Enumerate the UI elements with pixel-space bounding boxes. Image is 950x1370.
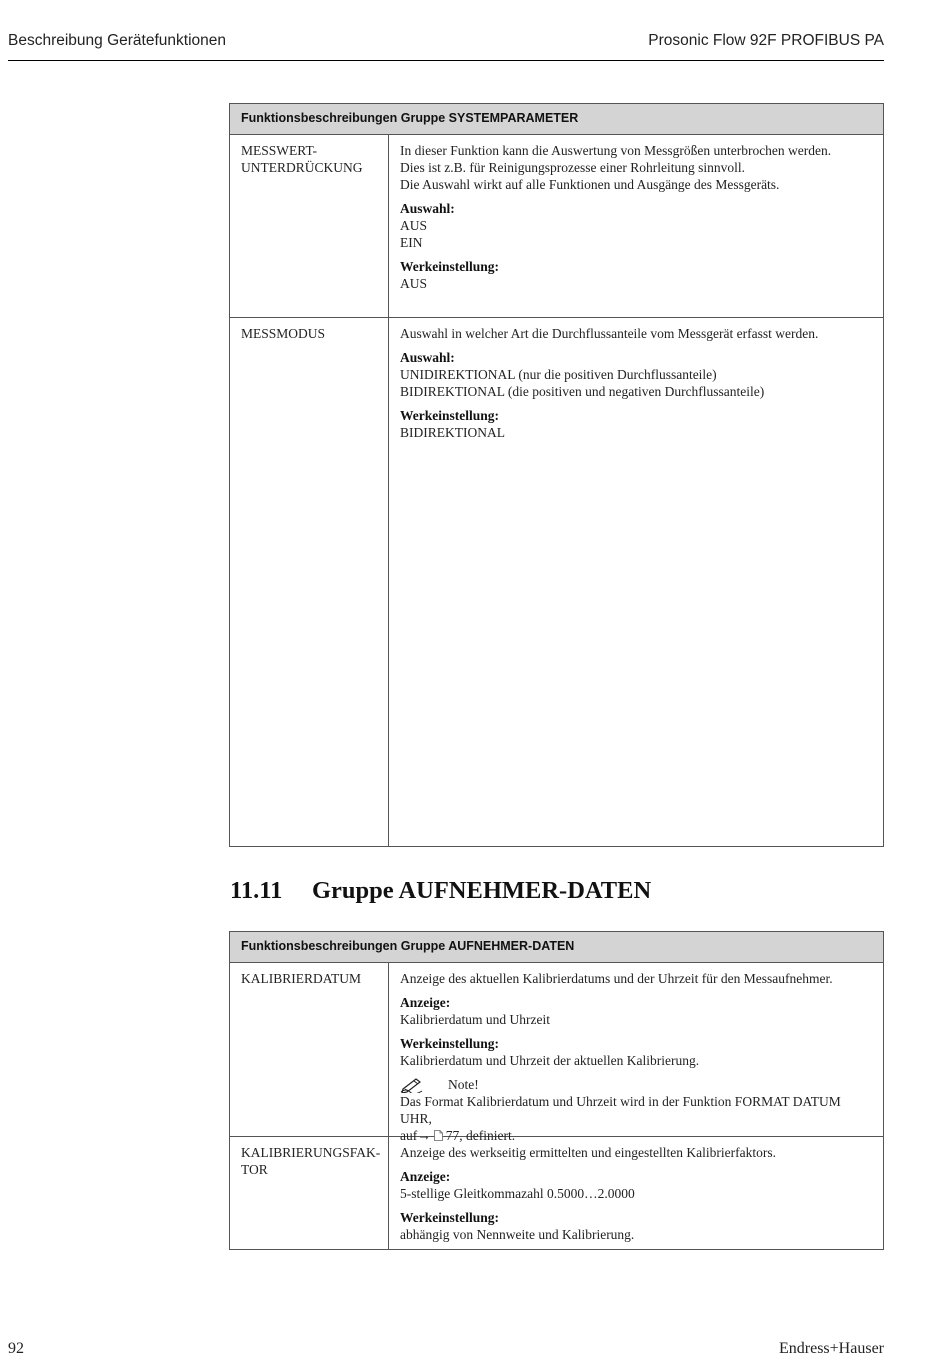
- table-row: [230, 1136, 883, 1249]
- table-header: Funktionsbeschreibungen Gruppe SYSTEMPARAMETER: [230, 104, 883, 135]
- function-name-cell: [230, 135, 389, 317]
- default-value: AUS: [400, 276, 428, 291]
- default-label: Werkeinstellung:: [400, 1036, 500, 1051]
- description-line: In dieser Funktion kann die Auswertung von Messgrößen unterbrochen werden.: [400, 143, 832, 158]
- section-heading: [230, 877, 651, 905]
- choice-option: EIN: [400, 235, 423, 250]
- section-title: Gruppe AUFNEHMER-DATEN: [312, 877, 652, 904]
- pencil-note-icon: [400, 1077, 426, 1093]
- choice-option: UNIDIREKTIONAL (nur die positiven Durchflussanteile): [400, 367, 717, 382]
- table-row: [230, 317, 883, 846]
- function-description-cell: [389, 135, 883, 317]
- function-name: TOR: [241, 1162, 268, 1177]
- function-description-cell: [389, 1137, 883, 1249]
- description-line: Dies ist z.B. für Reinigungsprozesse einer Rohrleitung sinnvoll.: [400, 160, 745, 175]
- default-label: Werkeinstellung:: [400, 408, 500, 423]
- function-description-cell: [389, 963, 883, 1143]
- default-label: Werkeinstellung:: [400, 259, 500, 274]
- default-value: Kalibrierdatum und Uhrzeit der aktuellen Kalibrierung.: [400, 1053, 700, 1068]
- function-name: UNTERDRÜCKUNG: [241, 160, 363, 175]
- description-line: Auswahl in welcher Art die Durchflussanteile vom Messgerät erfasst werden.: [400, 326, 819, 341]
- page-reference[interactable]: 77: [445, 1128, 460, 1143]
- note-text: Das Format Kalibrierdatum und Uhrzeit wird in der Funktion FORMAT DATUM UHR,: [400, 1094, 841, 1126]
- function-name-cell: [230, 1137, 389, 1249]
- choice-label: Auswahl:: [400, 350, 455, 365]
- note-header: [400, 1076, 872, 1093]
- header-product-title: Prosonic Flow 92F PROFIBUS PA: [648, 32, 884, 49]
- choice-option: BIDIREKTIONAL (die positiven und negativen Durchflussanteile): [400, 384, 765, 399]
- brand-name: Endress+Hauser: [779, 1340, 884, 1357]
- description-line: Anzeige des werkseitig ermittelten und eingestellten Kalibrierfaktors.: [400, 1145, 776, 1160]
- display-label: Anzeige:: [400, 1169, 451, 1184]
- choice-label: Auswahl:: [400, 201, 455, 216]
- table-row: [230, 963, 883, 1143]
- aufnehmer-daten-table: [229, 931, 884, 1250]
- default-label: Werkeinstellung:: [400, 1210, 500, 1225]
- description-line: Anzeige des aktuellen Kalibrierdatums und der Uhrzeit für den Messaufnehmer.: [400, 971, 833, 986]
- display-value: 5-stellige Gleitkommazahl 0.5000…2.0000: [400, 1186, 635, 1201]
- function-name: KALIBRIERUNGSFAK-: [241, 1145, 381, 1160]
- note-text-prefix: auf: [400, 1128, 418, 1143]
- table-row: [230, 135, 883, 317]
- display-label: Anzeige:: [400, 995, 451, 1010]
- arrow-icon: →: [417, 1128, 431, 1143]
- function-name: MESSMODUS: [241, 326, 326, 341]
- function-description-cell: [389, 318, 883, 846]
- page-number: 92: [8, 1340, 24, 1357]
- default-value: BIDIREKTIONAL: [400, 425, 505, 440]
- function-name-cell: [230, 963, 389, 1136]
- note-text-suffix: , definiert.: [459, 1128, 516, 1143]
- header-chapter-title: Beschreibung Gerätefunktionen: [8, 32, 227, 49]
- note-label: Note!: [448, 1077, 479, 1092]
- function-name-cell: [230, 318, 389, 846]
- choice-option: AUS: [400, 218, 428, 233]
- description-line: Die Auswahl wirkt auf alle Funktionen und Ausgänge des Messgeräts.: [400, 177, 780, 192]
- function-name: KALIBRIERDATUM: [241, 971, 361, 986]
- systemparameter-table: [229, 103, 884, 847]
- function-name: MESSWERT-: [241, 143, 317, 158]
- default-value: abhängig von Nennweite und Kalibrierung.: [400, 1227, 635, 1242]
- header-rule: [8, 60, 884, 61]
- display-value: Kalibrierdatum und Uhrzeit: [400, 1012, 550, 1027]
- table-header: Funktionsbeschreibungen Gruppe AUFNEHMER-DATEN: [230, 932, 883, 963]
- section-number: 11.11: [230, 877, 283, 904]
